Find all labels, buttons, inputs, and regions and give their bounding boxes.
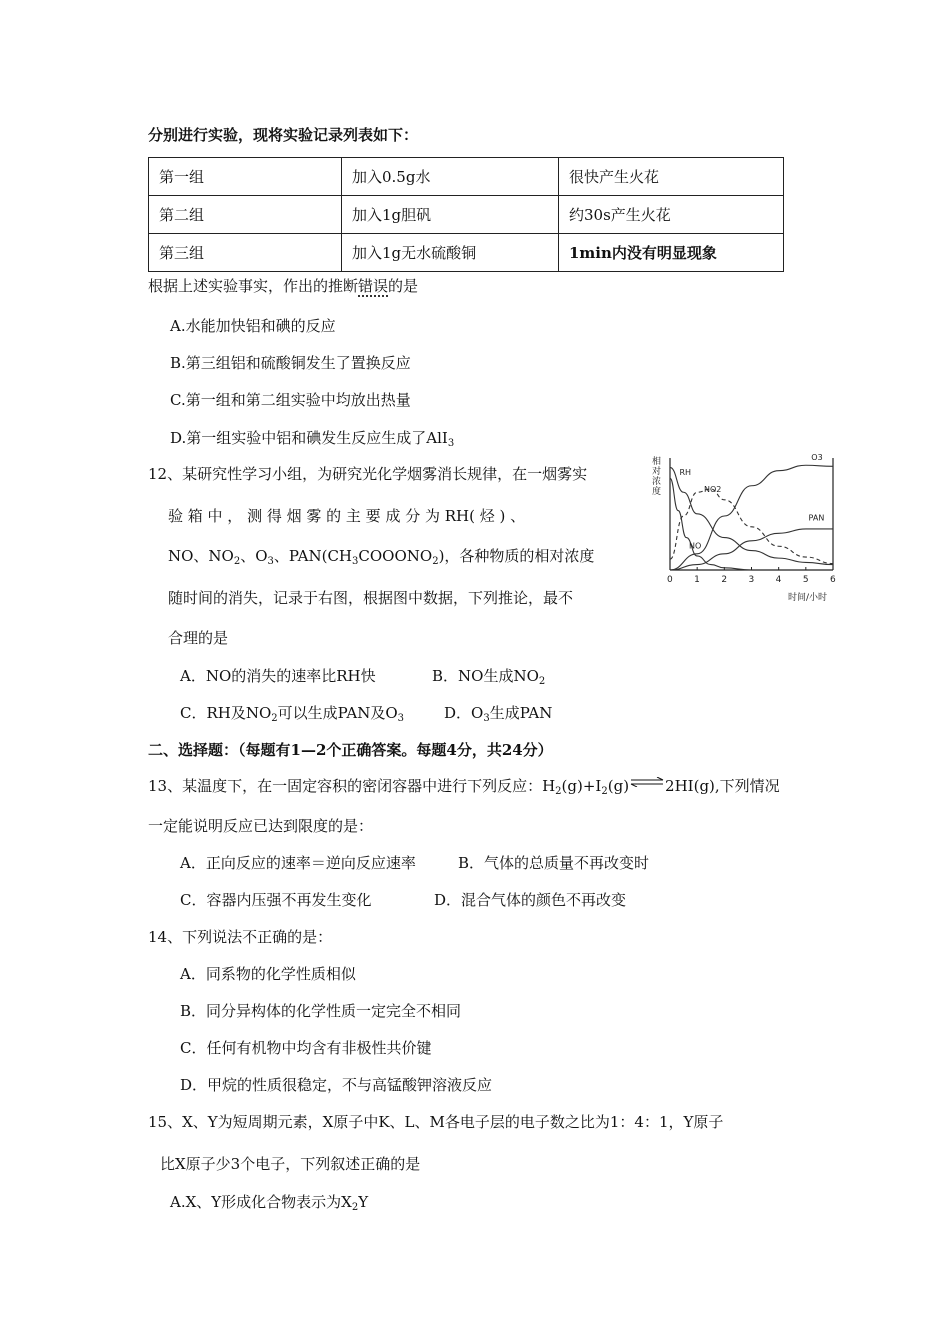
q13-text: 13、某温度下，在一固定容积的密闭容器中进行下列反应：H xyxy=(148,777,556,795)
q14-option-b: B．同分异构体的化学性质一定完全不相同 xyxy=(180,1002,462,1020)
table-row xyxy=(149,196,784,234)
q11-option-a: A.水能加快铝和碘的反应 xyxy=(170,317,336,335)
q12-line-1: 12、某研究性学习小组，为研究光化学烟雾消长规律，在一烟雾实 xyxy=(148,465,588,483)
x-tick-label: 5 xyxy=(802,575,809,585)
table-cell: 第二组 xyxy=(149,196,342,234)
y-axis-label-char: 对 xyxy=(652,467,662,477)
table-cell: 第一组 xyxy=(149,158,342,196)
q15-option-a-text: Y xyxy=(358,1193,369,1211)
q13-line-2: 一定能说明反应已达到限度的是： xyxy=(148,817,374,835)
q13-option-a: A．正向反应的速率＝逆向反应速率 xyxy=(180,854,416,872)
subscript: 2 xyxy=(555,786,562,797)
subscript: 2 xyxy=(351,1202,359,1213)
q12-option-a: A．NO的消失的速率比RH快 xyxy=(180,667,376,685)
q11-stem-emphasis: 错误 xyxy=(358,277,389,295)
q11-option-c: C.第一组和第二组实验中均放出热量 xyxy=(170,391,411,409)
q12-option-c-text: C．RH及NO xyxy=(180,704,272,722)
q11-option-b: B.第三组铝和硫酸铜发生了置换反应 xyxy=(170,354,411,372)
q13-option-c: C．容器内压强不再发生变化 xyxy=(180,891,372,909)
table-cell: 1min内没有明显现象 xyxy=(559,234,784,272)
q12-option-c-text: 可以生成PAN及O xyxy=(277,704,398,722)
q12-l3-part: 、PAN(CH xyxy=(273,547,353,565)
series-line-no2 xyxy=(670,489,833,564)
q14-option-c: C．任何有机物中均含有非极性共价键 xyxy=(180,1039,432,1057)
subscript: 2 xyxy=(601,786,608,797)
equilibrium-arrow-icon xyxy=(629,772,665,792)
q12-option-b xyxy=(432,666,545,686)
subscript: 3 xyxy=(397,713,405,724)
q13-option-d: D．混合气体的颜色不再改变 xyxy=(434,891,627,909)
x-tick-label: 6 xyxy=(830,575,836,585)
q11-stem-prefix: 根据上述实验事实，作出的推断 xyxy=(148,277,359,295)
q12-option-c xyxy=(180,703,404,723)
x-axis-label: 时间/小时 xyxy=(788,593,828,603)
q14-option-a: A．同系物的化学性质相似 xyxy=(180,965,356,983)
q12-option-b-text: B．NO生成NO xyxy=(432,667,539,685)
x-tick-label: 0 xyxy=(667,575,673,585)
table-row xyxy=(149,158,784,196)
q13-text: (g) xyxy=(607,777,630,795)
series-label-no: NO xyxy=(689,541,702,551)
q12-l3-part: NO、NO xyxy=(168,547,234,565)
q14-stem: 14、下列说法不正确的是： xyxy=(148,928,333,946)
subscript: 3 xyxy=(267,556,274,567)
table-cell: 很快产生火花 xyxy=(559,158,784,196)
q11-stem xyxy=(148,276,418,296)
y-axis-label-char: 浓 xyxy=(652,477,662,487)
q12-line-5: 合理的是 xyxy=(168,629,229,647)
subscript: 3 xyxy=(447,438,455,449)
q11-option-d-text: D.第一组实验中铝和碘发生反应生成了AlI xyxy=(170,429,448,447)
q11-stem-suffix: 的是 xyxy=(388,277,419,295)
y-axis-label-char: 度 xyxy=(652,487,662,497)
x-tick-label: 1 xyxy=(694,575,700,585)
q12-line-4: 随时间的消失，记录于右图，根据图中数据，下列推论，最不 xyxy=(168,589,574,607)
concentration-chart xyxy=(648,450,848,610)
table-cell: 加入1g胆矾 xyxy=(342,196,559,234)
q13-text: 2HI(g),下列情况 xyxy=(665,777,780,795)
q15-option-a-text: A.X、Y形成化合物表示为X xyxy=(170,1193,352,1211)
x-tick-label: 2 xyxy=(721,575,728,585)
subscript: 3 xyxy=(483,713,490,724)
q12-l3-part: )，各种物质的相对浓度 xyxy=(438,547,595,565)
subscript: 2 xyxy=(233,556,241,567)
q12-l3-part: COOONO xyxy=(358,547,433,565)
series-labels xyxy=(680,453,825,551)
q12-line-3 xyxy=(168,546,594,566)
intro-text: 分别进行实验，现将实验记录列表如下： xyxy=(148,126,419,144)
q13-line-1 xyxy=(148,776,780,796)
series-label-pan: PAN xyxy=(808,513,825,523)
q12-option-d-text: D．O xyxy=(444,704,484,722)
y-axis-label xyxy=(652,455,664,497)
subscript: 3 xyxy=(352,556,359,567)
q14-option-d: D．甲烷的性质很稳定，不与高锰酸钾溶液反应 xyxy=(180,1076,493,1094)
series-label-no2: NO2 xyxy=(703,485,722,495)
q12-line-2: 验 箱 中 ， 测 得 烟 雾 的 主 要 成 分 为 RH( 烃 ) 、 xyxy=(168,507,526,525)
section-2-title: 二、选择题：（每题有1—2个正确答案。每题4分，共24分） xyxy=(148,741,553,759)
subscript: 2 xyxy=(271,713,278,724)
q11-option-d xyxy=(170,428,454,448)
table-row xyxy=(149,234,784,272)
x-tick-label: 3 xyxy=(748,575,755,585)
q15-line-1: 15、X、Y为短周期元素，X原子中K、L、M各电子层的电子数之比为1：4：1，Y原子 xyxy=(148,1113,724,1131)
q13-option-b: B．气体的总质量不再改变时 xyxy=(458,854,650,872)
q13-text: (g)+I xyxy=(561,777,602,795)
q15-option-a xyxy=(170,1192,368,1212)
series-label-o3: O3 xyxy=(811,452,823,462)
q12-l3-part: 、O xyxy=(240,547,268,565)
series-label-rh: RH xyxy=(679,467,692,477)
y-axis-label-char: 相 xyxy=(652,457,662,467)
q12-option-d-text: 生成PAN xyxy=(489,704,553,722)
table-cell: 加入1g无水硫酸铜 xyxy=(342,234,559,272)
q12-option-d xyxy=(444,703,552,723)
subscript: 2 xyxy=(432,556,439,567)
table-cell: 第三组 xyxy=(149,234,342,272)
q15-line-2: 比X原子少3个电子，下列叙述正确的是 xyxy=(160,1155,421,1173)
table-cell: 约30s产生火花 xyxy=(559,196,784,234)
subscript: 2 xyxy=(538,676,546,687)
x-tick-label: 4 xyxy=(775,575,782,585)
experiment-table xyxy=(148,157,784,272)
table-cell: 加入0.5g水 xyxy=(342,158,559,196)
